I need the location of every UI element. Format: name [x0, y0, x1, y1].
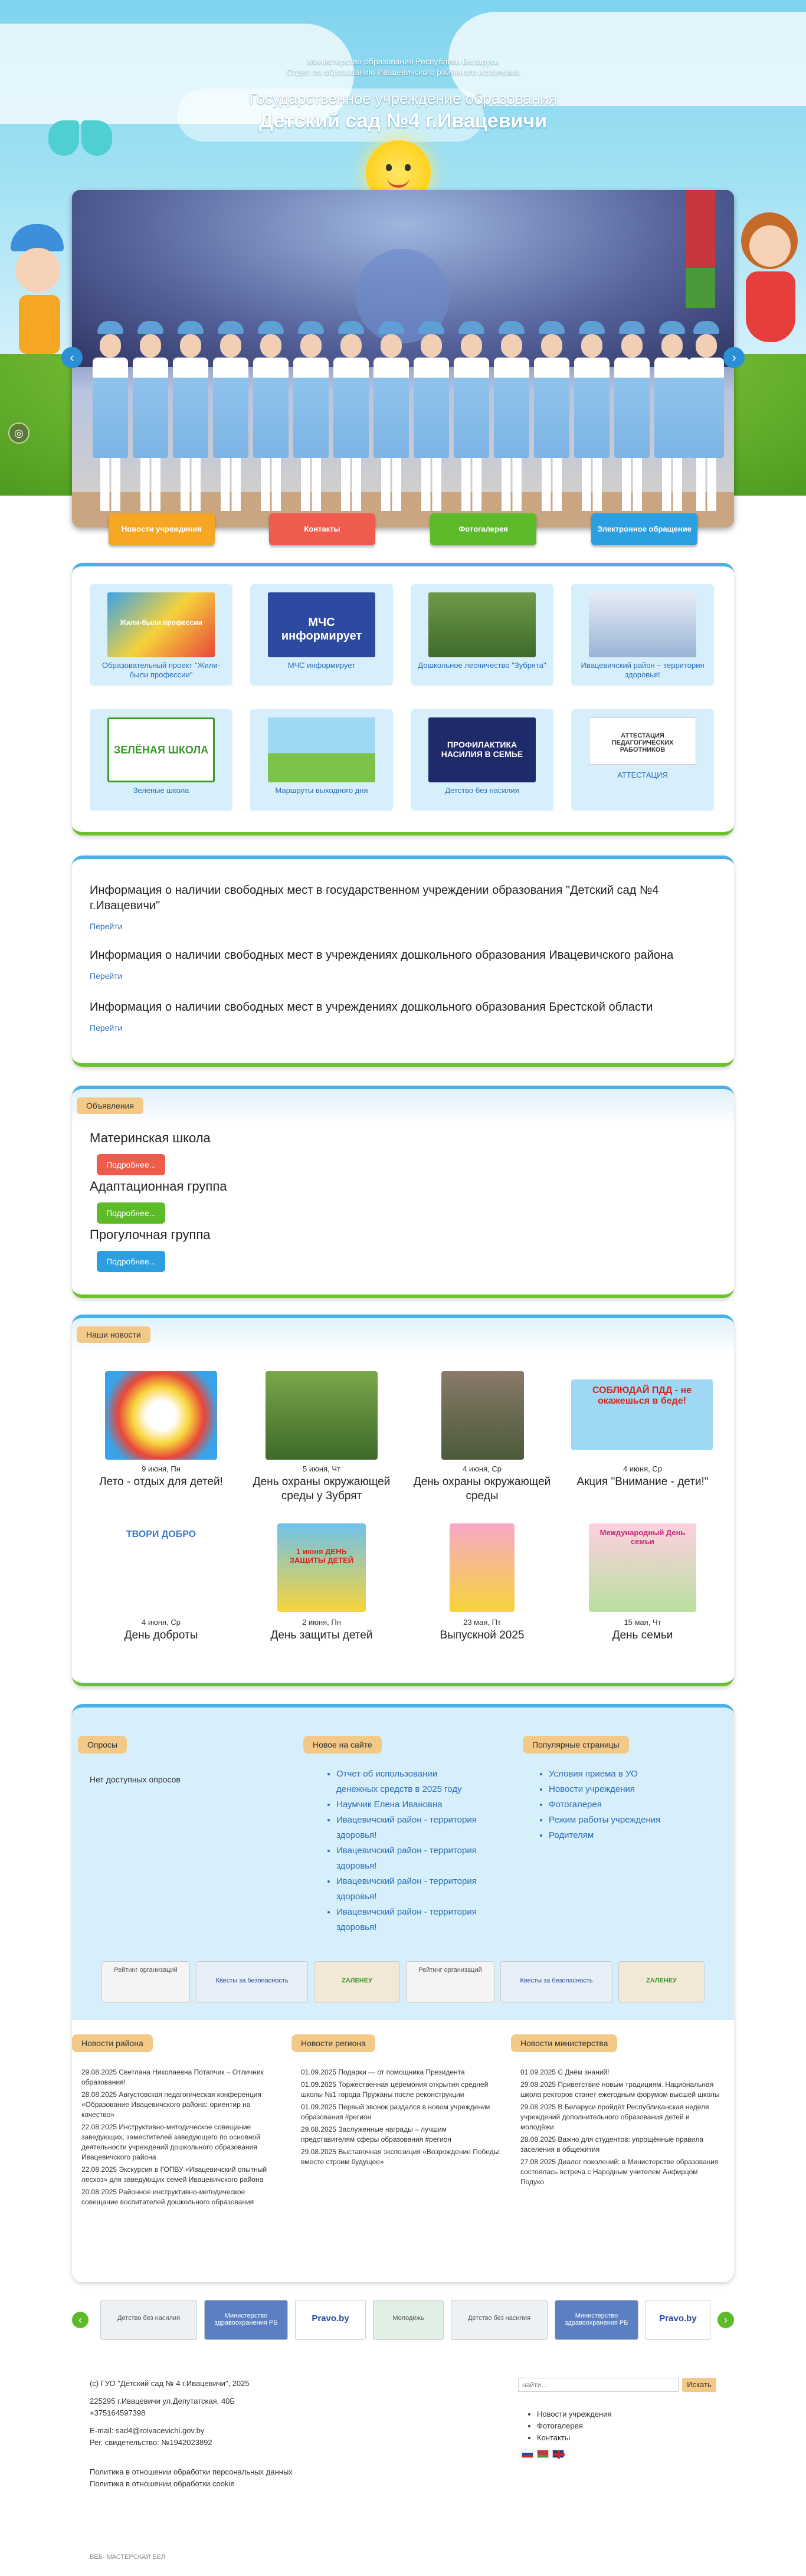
info-item: [90, 999, 715, 1033]
announcements-panel: [72, 1086, 734, 1298]
news-date: 15 мая, Чт: [624, 1618, 661, 1627]
nav-contacts-button[interactable]: Контакты: [269, 513, 375, 545]
card-attestation[interactable]: [571, 709, 714, 811]
slider-next-button[interactable]: ›: [723, 347, 745, 368]
section-tag: Опросы: [78, 1736, 127, 1754]
banner-link[interactable]: Квесты за безопасность: [196, 1961, 308, 2003]
card-weekend-routes[interactable]: [250, 709, 393, 811]
news-title[interactable]: День охраны окружающей среды: [413, 1476, 551, 1502]
new-item-link[interactable]: • Наумчик Елена Ивановна: [336, 1797, 479, 1813]
section-tag: Новое на сайте: [303, 1736, 382, 1754]
banner-link[interactable]: Pravo.by: [646, 2300, 710, 2340]
news-line[interactable]: 01.09.2025 Торжественная церемония открытия средней школы №1 города Пружаны после реконструкции: [301, 2080, 489, 2099]
popular-link[interactable]: • Новости учреждения: [549, 1782, 703, 1797]
card-image: [428, 592, 536, 657]
news-title[interactable]: День охраны окружающей среды у Зубрят: [253, 1476, 391, 1502]
news-line[interactable]: 01.09.2025 Первый звонок раздался в новом учреждении образования #регион: [301, 2103, 490, 2121]
popular-link[interactable]: • Режим работы учреждения: [549, 1813, 703, 1828]
banner-link[interactable]: Pravo.by: [295, 2300, 366, 2340]
site-title[interactable]: Детский сад №4 г.Ивацевичи: [258, 110, 548, 132]
ministry-line: Министерство образования Республики Беларусь: [307, 57, 499, 66]
info-item: [90, 883, 715, 931]
news-image[interactable]: ТВОРИ ДОБРО: [123, 1523, 199, 1612]
news-line[interactable]: 22.08.2025 Инструктивно-методическое совещание заведующих, заместителей заведующего по основной деятельности учреждений дошкольного образования Ивацевичского района: [81, 2123, 260, 2161]
card-no-violence[interactable]: [411, 709, 553, 811]
developer-credit[interactable]: ВЕБ- МАСТЕРСКАЯ БЕЛ: [90, 2554, 166, 2561]
popular-link[interactable]: • Родителям: [549, 1828, 703, 1843]
card-label: Маршруты выходного дня: [275, 786, 368, 795]
news-title[interactable]: День защиты детей: [270, 1629, 373, 1641]
ministry-news-list: [520, 2067, 721, 2190]
card-professions[interactable]: [90, 584, 232, 686]
news-date: 4 июня, Ср: [463, 1464, 502, 1473]
banner-link[interactable]: Рейтинг организаций: [101, 1961, 190, 2003]
news-date: 2 июня, Пн: [302, 1618, 341, 1627]
flag-by-icon[interactable]: [537, 2450, 549, 2458]
card-image: Жили-были профессии: [107, 592, 215, 657]
card-label: АТТЕСТАЦИЯ: [617, 771, 668, 779]
info-title: Информация о наличии свободных мест в учреждениях дошкольного образования Ивацевичского района: [90, 949, 674, 962]
child-figure: [290, 321, 332, 511]
news-title[interactable]: День доброты: [124, 1629, 198, 1641]
section-tag: Объявления: [77, 1097, 143, 1114]
new-item-link[interactable]: • Ивацевичский район - территория здоровья!: [336, 1813, 479, 1843]
announcement-title: Прогулочная группа: [90, 1227, 211, 1242]
news-date: 9 июня, Пн: [142, 1464, 181, 1473]
announcements-header: [72, 1089, 734, 1125]
district-news-list: [81, 2067, 282, 2210]
news-image[interactable]: СОБЛЮДАЙ ПДД - не окажешься в беде!: [571, 1379, 713, 1450]
child-figure: [130, 321, 171, 511]
section-tag: Популярные страницы: [523, 1736, 629, 1754]
new-item-link[interactable]: • Ивацевичский район - территория здоровья!: [336, 1874, 479, 1905]
department-line: Отдел по образованию Ивацевичского районного исполкома: [286, 67, 520, 77]
lower-panel: [72, 1704, 734, 2282]
banner-link[interactable]: Детство без насилия: [100, 2300, 197, 2340]
announcement-item: [90, 1179, 227, 1224]
more-button[interactable]: Подробнее...: [97, 1202, 165, 1224]
section-tag: Новости министерства: [511, 2034, 617, 2052]
info-title: Информация о наличии свободных мест в государственном учреждении образования "Детский сад №4 г.Ивацевичи": [90, 884, 659, 912]
info-title: Информация о наличии свободных мест в учреждениях дошкольного образования Брестской области: [90, 1001, 653, 1014]
news-image[interactable]: [266, 1371, 378, 1460]
popular-link[interactable]: • Условия приема в УО: [549, 1767, 703, 1782]
news-line[interactable]: 29.08.2025 Выставочная экспозиция «Возрождение Победы: вместе строим будущее»: [301, 2148, 501, 2166]
child-figure: [210, 321, 251, 511]
privacy-policy-link[interactable]: Политика в отношении обработки персональных данных: [90, 2467, 293, 2476]
more-button[interactable]: Подробнее...: [97, 1251, 165, 1272]
news-title[interactable]: Выпускной 2025: [440, 1629, 525, 1641]
child-figure: [250, 321, 291, 511]
news-columns: [72, 2020, 734, 2282]
card-image: [268, 717, 375, 782]
more-button[interactable]: Подробнее...: [97, 1154, 165, 1175]
card-label: Дошкольное лесничество "Зубрята": [418, 661, 546, 670]
banner-link[interactable]: Министерство здравоохранения РБ: [204, 2300, 288, 2340]
news-line[interactable]: 20.08.2025 Районное инструктивно-методическое совещание воспитателей дошкольного образования: [81, 2188, 254, 2206]
quick-links-panel: [72, 563, 734, 835]
footer-link[interactable]: • Контакты: [537, 2432, 668, 2444]
card-label: Зеленые школа: [133, 786, 189, 795]
new-item-link[interactable]: • Ивацевичский район - территория здоровья!: [336, 1843, 479, 1874]
footer-email[interactable]: E-mail: sad4@roivacevichi.gov.by: [90, 2426, 205, 2435]
info-link[interactable]: Перейти: [90, 922, 123, 931]
news-title[interactable]: Лето - отдых для детей!: [99, 1476, 223, 1488]
banner-link[interactable]: Детство без насилия: [451, 2300, 548, 2340]
card-mchs[interactable]: [250, 584, 393, 686]
announcement-title: Материнская школа: [90, 1130, 211, 1145]
footer-link[interactable]: • Новости учреждения: [537, 2408, 668, 2420]
cartoon-girl: [738, 212, 802, 366]
cartoon-boy: [5, 224, 70, 360]
nav-news-button[interactable]: Новости учреждения: [109, 513, 215, 545]
child-figure: [686, 321, 727, 511]
banner-link[interactable]: Квесты за безопасность: [500, 1961, 612, 2003]
news-line[interactable]: 29.08.2025 Светлана Николаевна Потапчик – Отличник образования!: [81, 2068, 264, 2086]
footer-copyright: (с) ГУО "Детский сад № 4 г.Ивацевичи", 2025: [90, 2379, 250, 2388]
news-line[interactable]: 01.09.2025 С Днём знаний!: [520, 2068, 610, 2076]
banner-link[interactable]: ZAЛЕНЕУ: [618, 1961, 705, 2003]
flag-decoration: [686, 190, 715, 308]
child-figure: [330, 321, 372, 511]
news-date: 4 июня, Ср: [142, 1618, 181, 1627]
news-line[interactable]: 29.08.2025 Заслуженные награды – лучшим представителям сферы образования #регион: [301, 2125, 451, 2144]
news-image[interactable]: [441, 1371, 524, 1460]
news-header: [72, 1318, 734, 1353]
news-title[interactable]: День семьи: [612, 1629, 673, 1641]
new-item-link[interactable]: • Ивацевичский район - территория здоровья!: [336, 1905, 479, 1935]
new-on-site-list: [326, 1767, 479, 1935]
banner-link[interactable]: Молодёжь: [373, 2300, 444, 2340]
section-tag: Наши новости: [77, 1326, 150, 1343]
nav-gallery-button[interactable]: Фотогалерея: [430, 513, 536, 545]
photo-slider: [72, 190, 734, 527]
search-button[interactable]: Искать: [682, 2378, 716, 2392]
card-image: АТТЕСТАЦИЯ ПЕДАГОГИЧЕСКИХ РАБОТНИКОВ: [589, 717, 696, 765]
footer-phone: +375164597398: [90, 2408, 146, 2417]
news-line[interactable]: 22.08.2025 Экскурсия в ГОПВУ «Ивацевичский опытный лесхоз» для заведующих семей Ивацевичского района: [81, 2165, 267, 2184]
announcement-item: [90, 1227, 211, 1272]
news-line[interactable]: 28.08.2025 Важно для студентов: упрощённые правила заселения в общежития: [520, 2135, 704, 2154]
child-figure: [571, 321, 612, 511]
child-figure: [451, 321, 492, 511]
child-figure: [491, 321, 532, 511]
org-type: Государственное учреждение образования: [249, 90, 557, 107]
cookie-policy-link[interactable]: Политика в отношении обработки cookie: [90, 2479, 235, 2488]
news-image[interactable]: [105, 1371, 217, 1460]
news-line[interactable]: 28.08.2025 Августовская педагогическая конференция «Образование Ивацевичского района: ориентир на качество»: [81, 2090, 261, 2119]
footer-address: 225295 г.Ивацевичи ул.Депутатская, 40Б: [90, 2397, 235, 2405]
card-label: Ивацевичский район – территория здоровья!: [581, 661, 705, 679]
card-image: ЗЕЛЁНАЯ ШКОЛА: [107, 717, 215, 782]
banner-link[interactable]: Рейтинг организаций: [406, 1961, 494, 2003]
child-figure: [170, 321, 211, 511]
polls-empty-text: Нет доступных опросов: [90, 1775, 181, 1784]
news-panel: [72, 1315, 734, 1686]
news-line[interactable]: 27.08.2025 Диалог поколений: в Министерстве образования состоялась встреча с Народным учителем Анфирцом Подуко: [520, 2158, 719, 2186]
regional-news-list: [301, 2067, 502, 2169]
announcement-title: Адаптационная группа: [90, 1179, 227, 1194]
popular-list: [538, 1767, 703, 1843]
card-label: Образовательный проект "Жили-были профессии": [101, 661, 221, 679]
child-figure: [90, 321, 131, 511]
card-label: Детство без насилия: [445, 786, 519, 795]
news-image[interactable]: Международный День семьи: [589, 1523, 696, 1612]
news-line[interactable]: 01.09.2025 Подарки — от помощника Президента: [301, 2068, 465, 2076]
slider-prev-button[interactable]: ‹: [61, 347, 83, 368]
carousel-next-button[interactable]: ›: [717, 2312, 734, 2328]
banner-link[interactable]: Министерство здравоохранения РБ: [555, 2300, 638, 2340]
news-title[interactable]: Акция "Внимание - дети!": [576, 1476, 709, 1488]
news-date: 23 мая, Пт: [463, 1618, 501, 1627]
info-link[interactable]: Перейти: [90, 1023, 123, 1033]
card-image: ПРОФИЛАКТИКА НАСИЛИЯ В СЕМЬЕ: [428, 717, 536, 782]
butterfly-icon: [48, 120, 113, 173]
footer-link[interactable]: • Фотогалерея: [537, 2420, 668, 2432]
info-item: [90, 948, 715, 981]
accessibility-icon[interactable]: ◎: [8, 422, 30, 444]
flag-en-icon[interactable]: [552, 2450, 564, 2458]
carousel-prev-button[interactable]: ‹: [72, 2312, 89, 2328]
footer-links: [526, 2408, 668, 2444]
card-image: [589, 592, 696, 657]
card-green-school[interactable]: [90, 709, 232, 811]
vacancy-info-panel: [72, 856, 734, 1067]
news-date: 5 июня, Чт: [303, 1464, 340, 1473]
child-figure: [411, 321, 452, 511]
new-item-link[interactable]: • Отчет об использовании денежных средств в 2025 году: [336, 1767, 479, 1797]
card-health[interactable]: [571, 584, 714, 686]
search-input[interactable]: [518, 2378, 679, 2392]
child-figure: [371, 321, 412, 511]
news-image[interactable]: [450, 1523, 515, 1612]
news-image[interactable]: 1 июня ДЕНЬ ЗАЩИТЫ ДЕТЕЙ: [277, 1523, 366, 1612]
news-line[interactable]: 29.08.2025 Приветствие новым традициям. Национальная школа ректоров станет ежегодным форумом высшей школы: [520, 2080, 720, 2099]
news-date: 4 июня, Ср: [623, 1464, 662, 1473]
announcement-item: [90, 1130, 211, 1175]
footer-registration: Рег. свидетельство: №1942023892: [90, 2438, 212, 2447]
news-line[interactable]: 29.08.2025 В Беларуси пройдёт Республиканская неделя учреждений дополнительного образования детей и молодёжи: [520, 2103, 709, 2131]
info-link[interactable]: Перейти: [90, 971, 123, 981]
child-figure: [611, 321, 653, 511]
card-label: МЧС информирует: [287, 661, 356, 670]
nav-appeal-button[interactable]: Электронное обращение: [591, 513, 697, 545]
section-tag: Новости региона: [291, 2034, 375, 2052]
banner-link[interactable]: ZAЛЕНЕУ: [314, 1961, 400, 2003]
card-image: МЧС информирует: [268, 592, 375, 657]
popular-link[interactable]: • Фотогалерея: [549, 1797, 703, 1813]
child-figure: [531, 321, 572, 511]
card-forestry[interactable]: [411, 584, 553, 686]
section-tag: Новости района: [72, 2034, 153, 2052]
flag-ru-icon[interactable]: [522, 2450, 533, 2458]
